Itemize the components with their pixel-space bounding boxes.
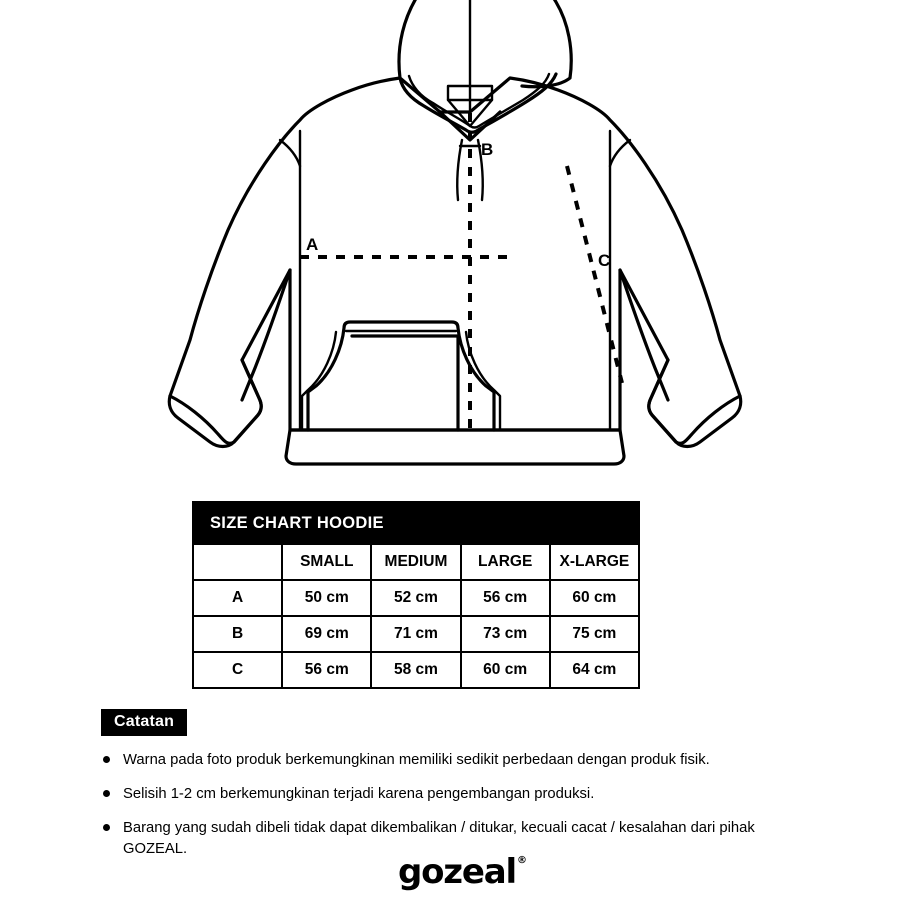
size-chart <box>192 501 640 689</box>
notes-section <box>101 709 801 873</box>
left-armhole-curve <box>280 140 300 166</box>
left-sleeve-seam <box>242 270 290 400</box>
kangaroo-pocket <box>352 336 458 430</box>
cell-a-large: 56 cm <box>461 580 550 616</box>
hood-outer <box>399 0 571 87</box>
brand-name: gozeal <box>398 852 516 892</box>
table-row <box>193 652 639 688</box>
table-row <box>193 580 639 616</box>
table-header-row <box>193 544 639 580</box>
cell-a-small: 50 cm <box>282 580 371 616</box>
bullet-icon <box>103 790 110 797</box>
cell-a-xlarge: 60 cm <box>550 580 639 616</box>
brand-wordmark <box>398 852 526 892</box>
hem-band <box>286 430 624 464</box>
header-cell-xlarge: X-LARGE <box>550 544 639 580</box>
registered-trademark-icon: ® <box>516 854 527 866</box>
table-row <box>193 616 639 652</box>
note-text: Barang yang sudah dibeli tidak dapat dikembalikan / ditukar, kecuali cacat / kesalahan dari pihak GOZEAL. <box>123 820 755 857</box>
cell-b-medium: 71 cm <box>371 616 460 652</box>
right-sleeve-seam <box>620 270 668 400</box>
right-armhole-curve <box>610 140 630 166</box>
bullet-icon <box>103 756 110 763</box>
row-label-c: C <box>193 652 282 688</box>
header-cell-large: LARGE <box>461 544 550 580</box>
notes-badge: Catatan <box>101 709 187 736</box>
size-chart-table <box>192 501 640 689</box>
cell-c-medium: 58 cm <box>371 652 460 688</box>
measure-label-c: C <box>598 251 611 270</box>
cell-b-small: 69 cm <box>282 616 371 652</box>
measure-line-c <box>567 166 622 383</box>
note-text: Selisih 1-2 cm berkemungkinan terjadi karena pengembangan produksi. <box>123 786 595 802</box>
notes-list <box>101 750 801 860</box>
size-chart-title: SIZE CHART HOODIE <box>193 502 639 544</box>
cell-a-medium: 52 cm <box>371 580 460 616</box>
cell-b-xlarge: 75 cm <box>550 616 639 652</box>
brand-logo <box>0 852 924 892</box>
list-item <box>101 750 801 771</box>
drawstring-left <box>457 140 462 200</box>
cell-c-small: 56 cm <box>282 652 371 688</box>
cell-b-large: 73 cm <box>461 616 550 652</box>
header-cell-corner <box>193 544 282 580</box>
header-cell-small: SMALL <box>282 544 371 580</box>
measure-label-b: B <box>481 140 494 159</box>
measure-label-a: A <box>306 235 319 254</box>
cell-c-xlarge: 64 cm <box>550 652 639 688</box>
note-text: Warna pada foto produk berkemungkinan memiliki sedikit perbedaan dengan produk fisik. <box>123 752 710 768</box>
row-label-b: B <box>193 616 282 652</box>
row-label-a: A <box>193 580 282 616</box>
list-item <box>101 784 801 805</box>
table-title-row <box>193 502 639 544</box>
bullet-icon <box>103 824 110 831</box>
header-cell-medium: MEDIUM <box>371 544 460 580</box>
cell-c-large: 60 cm <box>461 652 550 688</box>
